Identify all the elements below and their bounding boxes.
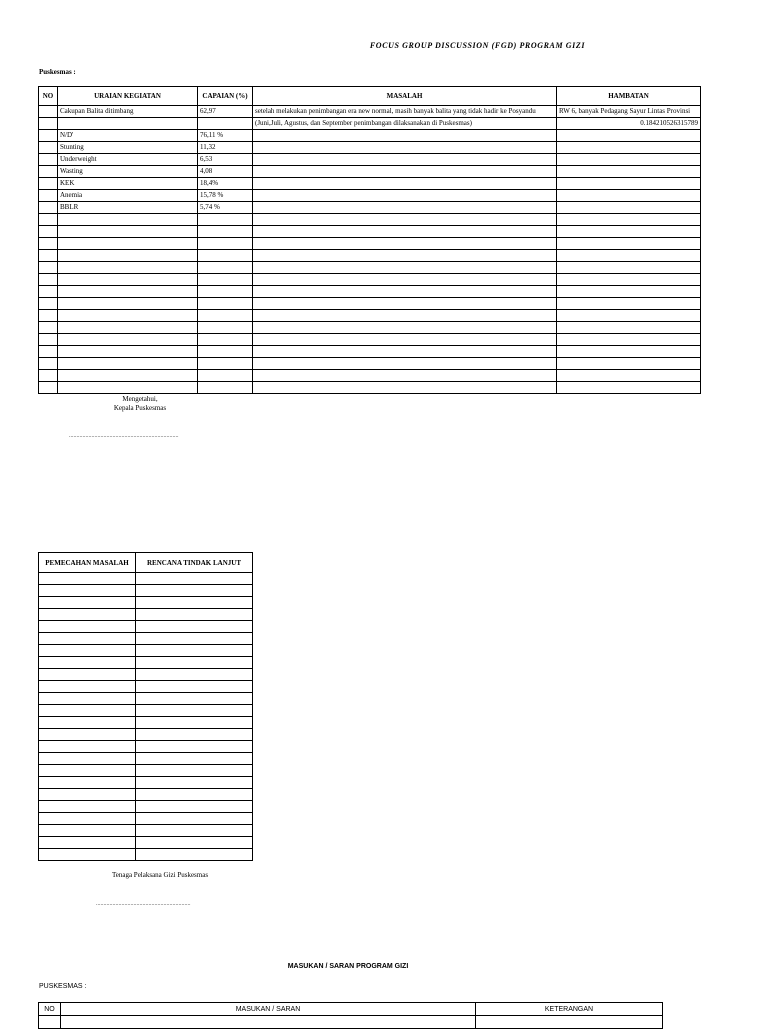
cell-uraian: Stunting: [58, 142, 198, 154]
cell-hambatan: [557, 142, 701, 154]
masukan-table-header: [39, 1003, 663, 1016]
table-row: [39, 154, 701, 166]
table-row: [39, 190, 701, 202]
cell-hambatan: [557, 166, 701, 178]
cell-capaian: 11,32: [198, 142, 253, 154]
cell-uraian: BBLR: [58, 202, 198, 214]
table-row: [39, 753, 253, 765]
table-row: [39, 118, 701, 130]
cell-uraian: Underweight: [58, 154, 198, 166]
cell-masalah: [253, 142, 557, 154]
fgd-table-header: [39, 87, 701, 106]
cell-masalah: (Juni,Juli, Agustus, dan September penimbangan dilaksanakan di Puskesmas): [253, 118, 557, 130]
cell-capaian: 5,74 %: [198, 202, 253, 214]
cell-no: [39, 154, 58, 166]
table-row: [39, 166, 701, 178]
header-masukan: MASUKAN / SARAN: [61, 1003, 476, 1016]
signature-line-1: .........................................................................: [69, 433, 179, 439]
cell-masalah: [253, 130, 557, 142]
table-row: [39, 274, 701, 286]
cell-uraian: Anemia: [58, 190, 198, 202]
table-row: [39, 334, 701, 346]
table-row: [39, 717, 253, 729]
table-row: [39, 789, 253, 801]
table-row: [39, 693, 253, 705]
table-row: [39, 765, 253, 777]
table-row: [39, 370, 701, 382]
table-row: [39, 621, 253, 633]
table-row: [39, 322, 701, 334]
masukan-puskesmas-label: PUSKESMAS :: [39, 983, 87, 990]
cell-masalah: [253, 166, 557, 178]
masukan-title: MASUKAN / SARAN PROGRAM GIZI: [287, 963, 409, 970]
cell-hambatan: [557, 190, 701, 202]
table-row: [39, 226, 701, 238]
cell-hambatan: [557, 178, 701, 190]
table-row: [39, 837, 253, 849]
cell-uraian: Cakupan Balita ditimbang: [58, 106, 198, 118]
table-row: [39, 657, 253, 669]
cell-no: [39, 178, 58, 190]
signature-line-2: ...............................................................: [96, 901, 191, 907]
header-no: NO: [39, 1003, 61, 1016]
cell-masalah: [253, 178, 557, 190]
table-row: [39, 585, 253, 597]
table-row: [39, 310, 701, 322]
cell-no: [39, 118, 58, 130]
table-row: [39, 741, 253, 753]
cell-no: [39, 166, 58, 178]
table-row: [39, 705, 253, 717]
cell-masalah: [253, 190, 557, 202]
table-row: [39, 597, 253, 609]
header-capaian: CAPAIAN (%): [198, 87, 253, 106]
header-uraian: URAIAN KEGIATAN: [58, 87, 198, 106]
header-keterangan: KETERANGAN: [476, 1003, 663, 1016]
cell-capaian: [198, 118, 253, 130]
header-masalah: MASALAH: [253, 87, 557, 106]
cell-capaian: 76,11 %: [198, 130, 253, 142]
table-row: [39, 106, 701, 118]
table-row: [39, 681, 253, 693]
header-hambatan: HAMBATAN: [557, 87, 701, 106]
cell-capaian: 62,97: [198, 106, 253, 118]
table-row: [39, 609, 253, 621]
table-row: [39, 729, 253, 741]
table-row: [39, 358, 701, 370]
table-row: [39, 849, 253, 861]
table-row: [39, 178, 701, 190]
table-row: [39, 633, 253, 645]
cell-uraian: [58, 118, 198, 130]
table-row: [39, 777, 253, 789]
table-row: [39, 573, 253, 585]
cell-masalah: [253, 202, 557, 214]
cell-capaian: 4,08: [198, 166, 253, 178]
table-row: [39, 825, 253, 837]
cell-no: [39, 142, 58, 154]
header-no: NO: [39, 87, 58, 106]
table-row: [39, 142, 701, 154]
table-row: [39, 813, 253, 825]
table-row: [39, 214, 701, 226]
cell-uraian: N/D': [58, 130, 198, 142]
cell-capaian: 15,78 %: [198, 190, 253, 202]
table-row: [39, 130, 701, 142]
pemecahan-table-header: [39, 553, 253, 573]
table-row: [39, 298, 701, 310]
cell-hambatan: 0.184210526315789: [557, 118, 701, 130]
cell-hambatan: [557, 130, 701, 142]
table-row: [39, 238, 701, 250]
cell-uraian: KEK: [58, 178, 198, 190]
header-rencana: RENCANA TINDAK LANJUT: [136, 553, 253, 573]
fgd-table: [38, 86, 701, 394]
cell-uraian: Wasting: [58, 166, 198, 178]
cell-masalah: setelah melakukan penimbangan era new normal, masih banyak balita yang tidak hadir ke Posyandu: [253, 106, 557, 118]
signature-title-2: Tenaga Pelaksana Gizi Puskesmas: [111, 871, 209, 879]
table-row: [39, 262, 701, 274]
cell-hambatan: [557, 154, 701, 166]
table-row: [39, 645, 253, 657]
table-row: [39, 669, 253, 681]
table-row: [39, 286, 701, 298]
puskesmas-label: Puskesmas :: [39, 68, 76, 76]
cell-hambatan: RW 6, banyak Pedagang Sayur Lintas Provinsi: [557, 106, 701, 118]
cell-no: [39, 190, 58, 202]
cell-masalah: [253, 154, 557, 166]
cell-capaian: 18,4%: [198, 178, 253, 190]
table-row: [39, 1016, 663, 1029]
table-row: [39, 801, 253, 813]
cell-no: [39, 202, 58, 214]
page-title: FOCUS GROUP DISCUSSION (FGD) PROGRAM GIZI: [369, 41, 586, 50]
signature-caption-1: Mengetahui,: [122, 395, 158, 403]
table-row: [39, 382, 701, 394]
table-row: [39, 250, 701, 262]
masukan-table: [38, 1002, 663, 1029]
table-row: [39, 202, 701, 214]
table-row: [39, 346, 701, 358]
signature-title-1: Kepala Puskesmas: [113, 404, 167, 412]
cell-hambatan: [557, 202, 701, 214]
cell-no: [39, 106, 58, 118]
pemecahan-table: [38, 552, 253, 861]
header-pemecahan: PEMECAHAN MASALAH: [39, 553, 136, 573]
cell-no: [39, 130, 58, 142]
cell-capaian: 6,53: [198, 154, 253, 166]
